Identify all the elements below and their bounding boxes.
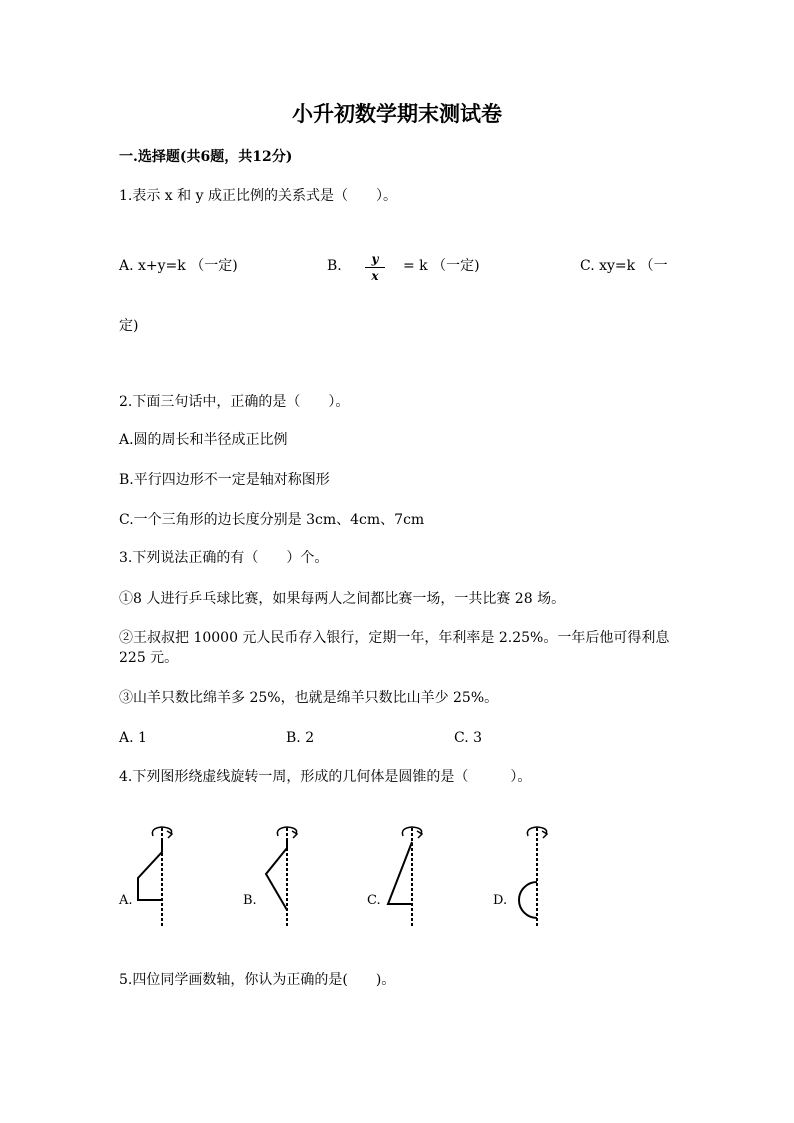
figure-a bbox=[138, 827, 172, 926]
question-5-stem: 5.四位同学画数轴，你认为正确的是( )。 bbox=[119, 972, 396, 988]
question-1-stem: 1.表示 x 和 y 成正比例的关系式是（ ）。 bbox=[119, 188, 397, 204]
fraction-denominator: x bbox=[371, 269, 379, 283]
figure-label-a: A. bbox=[119, 893, 133, 908]
q3-option-c: C. 3 bbox=[454, 730, 483, 746]
question-3-stem: 3.下列说法正确的有（ ）个。 bbox=[119, 550, 329, 566]
section-heading: 一.选择题(共6题，共12分) bbox=[119, 149, 293, 165]
figure-label-c: C. bbox=[367, 893, 381, 908]
question-2-stem: 2.下面三句话中，正确的是（ ）。 bbox=[119, 394, 350, 410]
q3-option-b: B. 2 bbox=[286, 730, 315, 746]
figure-d bbox=[519, 827, 547, 926]
q4-figures bbox=[110, 820, 580, 930]
q3-option-a: A. 1 bbox=[119, 730, 147, 746]
question-4-stem: 4.下列图形绕虚线旋转一周，形成的几何体是圆锥的是（ ）。 bbox=[119, 769, 532, 785]
figure-label-b: B. bbox=[243, 893, 257, 908]
q1-option-a: A. x+y=k （一定) bbox=[119, 258, 238, 274]
figure-label-d: D. bbox=[493, 893, 508, 908]
q1-option-b-prefix: B. bbox=[327, 258, 342, 274]
q2-option-c: C.一个三角形的边长度分别是 3cm、4cm、7cm bbox=[119, 512, 425, 528]
q3-statement-2: ②王叔叔把 10000 元人民币存入银行，定期一年，年利率是 2.25%。一年后他可得利息 225 元。 bbox=[119, 630, 670, 666]
q1-option-c: C. xy=k （一 bbox=[580, 258, 668, 274]
figure-c bbox=[388, 827, 422, 926]
fraction-numerator: y bbox=[371, 252, 379, 266]
q3-statement-3: ③山羊只数比绵羊多 25%，也就是绵羊只数比山羊少 25%。 bbox=[119, 690, 499, 706]
q3-statement-1: ①8 人进行乒乓球比赛，如果每两人之间都比赛一场，一共比赛 28 场。 bbox=[119, 591, 566, 607]
page-title: 小升初数学期末测试卷 bbox=[292, 101, 502, 126]
q1-option-b-suffix: = k （一定) bbox=[403, 258, 480, 274]
q1-option-b-fraction bbox=[365, 252, 385, 283]
q2-option-b: B.平行四边形不一定是轴对称图形 bbox=[119, 472, 330, 488]
q2-option-a: A.圆的周长和半径成正比例 bbox=[119, 432, 288, 448]
figure-b bbox=[266, 827, 297, 926]
q1-option-c-continued: 定) bbox=[119, 318, 139, 334]
fraction-bar bbox=[365, 267, 385, 268]
